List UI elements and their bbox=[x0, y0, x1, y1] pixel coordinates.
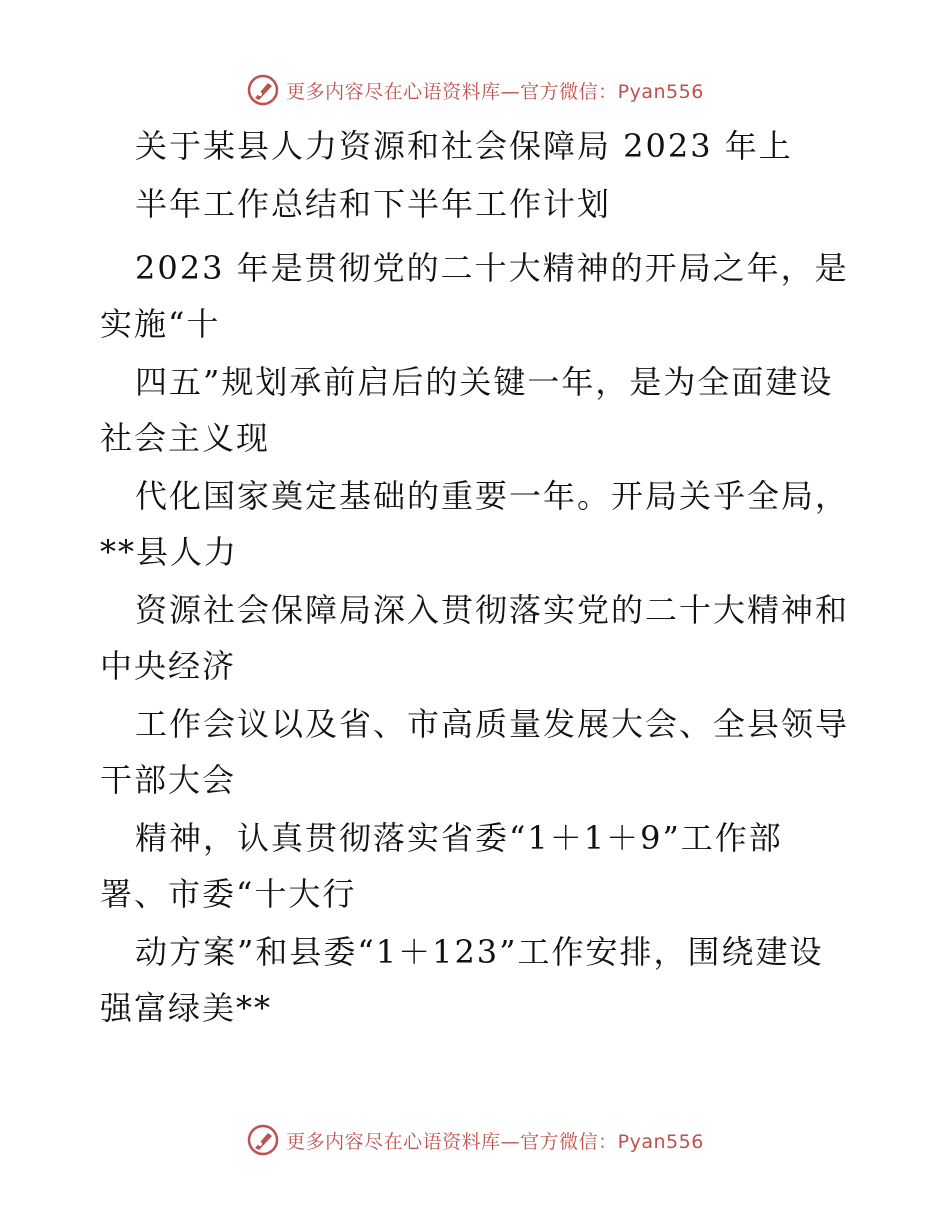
watermark-text: 更多内容尽在心语资料库—官方微信：Pyan556 bbox=[286, 80, 704, 103]
body-line: 社会主义现 bbox=[100, 419, 271, 457]
body-line: 代化国家奠定基础的重要一年。开局关乎全局， bbox=[135, 477, 850, 515]
body-line: 精神，认真贯彻落实省委“1＋1＋9”工作部 bbox=[135, 819, 783, 857]
body-line: 动方案”和县委“1＋123”工作安排，围绕建设 bbox=[135, 933, 824, 971]
body-line: 强富绿美** bbox=[100, 989, 273, 1027]
body-line: 资源社会保障局深入贯彻落实党的二十大精神和 bbox=[135, 591, 850, 629]
body-line: **县人力 bbox=[100, 533, 239, 571]
body-line: 2023 年是贯彻党的二十大精神的开局之年，是 bbox=[135, 249, 849, 287]
body-line: 中央经济 bbox=[100, 647, 237, 685]
body-line: 干部大会 bbox=[100, 761, 237, 799]
body-line: 工作会议以及省、市高质量发展大会、全县领导 bbox=[135, 705, 850, 743]
body-line: 署、市委“十大行 bbox=[100, 875, 357, 913]
body-line: 四五”规划承前启后的关键一年，是为全面建设 bbox=[135, 363, 834, 401]
pen-nib-logo-icon bbox=[246, 73, 280, 107]
pen-nib-logo-icon bbox=[246, 1123, 280, 1157]
footer-watermark bbox=[0, 1120, 950, 1160]
title-line-2: 半年工作总结和下半年工作计划 bbox=[135, 185, 612, 223]
title-line-1: 关于某县人力资源和社会保障局 2023 年上 bbox=[135, 127, 793, 165]
body-line: 实施“十 bbox=[100, 305, 221, 343]
watermark-text: 更多内容尽在心语资料库—官方微信：Pyan556 bbox=[286, 1130, 704, 1153]
header-watermark bbox=[0, 70, 950, 110]
